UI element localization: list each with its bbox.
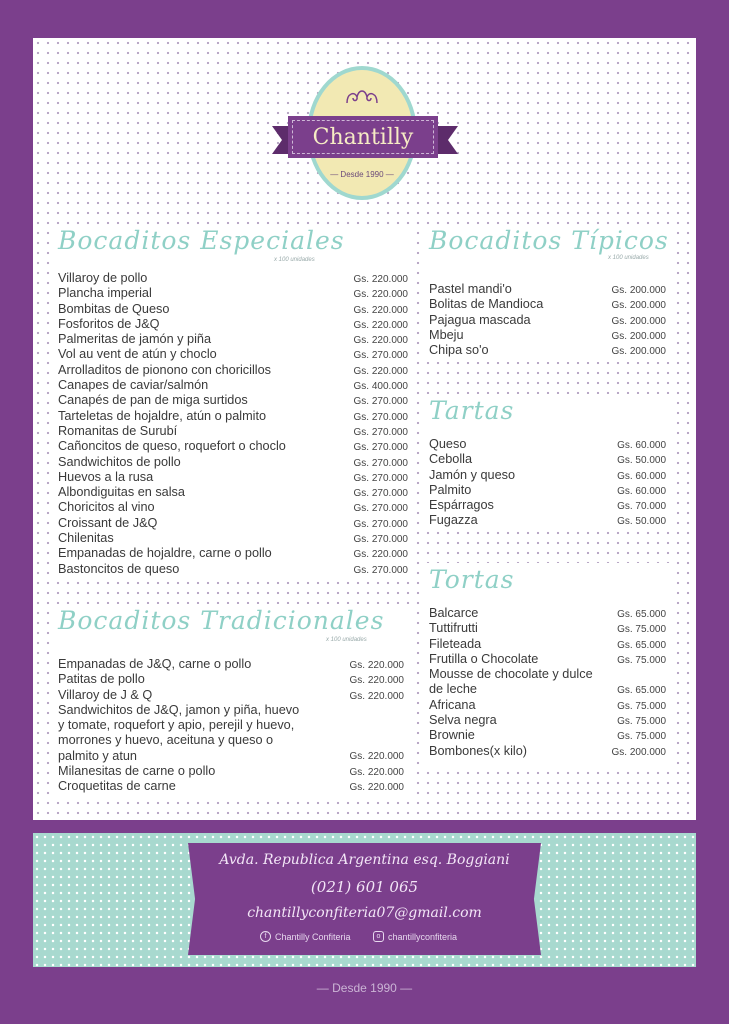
list-tartas — [429, 437, 666, 529]
list-item: Fugazza Gs. 50.000 — [429, 513, 666, 528]
list-item: Chipa so'o Gs. 200.000 — [429, 343, 666, 358]
list-item: Balcarce Gs. 65.000 — [429, 606, 666, 620]
list-item: Pastel mandi'o Gs. 200.000 — [429, 282, 666, 296]
list-item: Sandwichitos de J&Q, jamon y piña, huevo y tomate, roquefort y apio, perejil y huevo, morrones y huevo, aceituna y queso o palmito y atun Gs. 220.000 — [58, 702, 404, 763]
list-item: Palmito Gs. 60.000 — [429, 482, 666, 497]
section-title-tradicionales: Bocaditos Tradicionales — [58, 606, 385, 635]
list-especiales — [58, 271, 408, 577]
facebook-icon: f — [260, 931, 271, 942]
bottom-since: — Desde 1990 — — [316, 981, 413, 995]
logo-banner — [288, 116, 438, 158]
facebook-link[interactable] — [260, 931, 351, 942]
list-item: Villaroy de pollo Gs. 220.000 — [58, 271, 408, 285]
list-item: Bolitas de Mandioca Gs. 200.000 — [429, 297, 666, 312]
list-item: Tarteletas de hojaldre, atún o palmito Gs. 270.000 — [58, 408, 408, 423]
list-tipicos — [429, 282, 666, 358]
list-item: Patitas de pollo Gs. 220.000 — [58, 672, 404, 687]
list-item: Albondiguitas en salsa Gs. 270.000 — [58, 485, 408, 500]
logo-since: — Desde 1990 — — [330, 170, 394, 179]
swirl-ornament-icon — [343, 85, 381, 107]
list-item: Cebolla Gs. 50.000 — [429, 452, 666, 467]
list-item: Romanitas de Surubí Gs. 270.000 — [58, 423, 408, 438]
list-item: Arrolladitos de pionono con choricillos Gs. 220.000 — [58, 362, 408, 377]
instagram-icon: o — [373, 931, 384, 942]
list-tortas — [429, 606, 666, 759]
section-title-tipicos: Bocaditos Típicos — [429, 226, 669, 255]
list-item: Choricitos al vino Gs. 270.000 — [58, 500, 408, 515]
footer-address: Avda. Republica Argentina esq. Boggiani — [219, 852, 510, 868]
list-item: Mousse de chocolate y dulce de leche Gs. 65.000 — [429, 667, 666, 697]
list-item: Bastoncitos de queso Gs. 270.000 — [58, 561, 408, 576]
list-item: Frutilla o Chocolate Gs. 75.000 — [429, 651, 666, 666]
section-title-tortas: Tortas — [429, 565, 515, 594]
list-item: Pajagua mascada Gs. 200.000 — [429, 312, 666, 327]
list-item: Espárragos Gs. 70.000 — [429, 498, 666, 513]
list-item: Palmeritas de jamón y piña Gs. 220.000 — [58, 332, 408, 347]
unit-especiales: x 100 unidades — [274, 257, 315, 263]
unit-tipicos: x 100 unidades — [608, 255, 649, 261]
list-item: Croissant de J&Q Gs. 270.000 — [58, 515, 408, 530]
list-item: Bombones(x kilo) Gs. 200.000 — [429, 743, 666, 758]
list-item: Africana Gs. 75.000 — [429, 697, 666, 712]
list-item: Mbeju Gs. 200.000 — [429, 327, 666, 342]
list-item: Canapés de pan de miga surtidos Gs. 270.000 — [58, 393, 408, 408]
list-item: Vol au vent de atún y choclo Gs. 270.000 — [58, 347, 408, 362]
section-title-tartas: Tartas — [429, 396, 515, 425]
list-tradicionales — [58, 657, 404, 795]
list-item: Villaroy de J & Q Gs. 220.000 — [58, 687, 404, 702]
list-item: Huevos a la rusa Gs. 270.000 — [58, 469, 408, 484]
list-item: Jamón y queso Gs. 60.000 — [429, 467, 666, 482]
instagram-link[interactable] — [373, 931, 457, 942]
list-item: Canapes de caviar/salmón Gs. 400.000 — [58, 378, 408, 393]
list-item: Brownie Gs. 75.000 — [429, 728, 666, 743]
unit-tradicionales: x 100 unidades — [326, 637, 367, 643]
section-title-especiales: Bocaditos Especiales — [58, 226, 345, 255]
list-item: Sandwichitos de pollo Gs. 270.000 — [58, 454, 408, 469]
list-item: Croquetitas de carne Gs. 220.000 — [58, 779, 404, 794]
list-item: Selva negra Gs. 75.000 — [429, 713, 666, 728]
list-item: Plancha imperial Gs. 220.000 — [58, 286, 408, 301]
instagram-label: chantillyconfiteria — [388, 931, 458, 942]
footer-email[interactable]: chantillyconfiteria07@gmail.com — [247, 905, 482, 921]
list-item: Milanesitas de carne o pollo Gs. 220.000 — [58, 764, 404, 779]
list-item: Chilenitas Gs. 270.000 — [58, 531, 408, 546]
list-item: Cañoncitos de queso, roquefort o choclo Gs. 270.000 — [58, 439, 408, 454]
brand-name: Chantilly — [312, 124, 414, 150]
facebook-label: Chantilly Confiteria — [275, 931, 351, 942]
list-item: Empanadas de hojaldre, carne o pollo Gs. 220.000 — [58, 546, 408, 561]
list-item: Empanadas de J&Q, carne o pollo Gs. 220.000 — [58, 657, 404, 671]
list-item: Bombitas de Queso Gs. 220.000 — [58, 301, 408, 316]
list-item: Tuttifrutti Gs. 75.000 — [429, 621, 666, 636]
footer-phone[interactable]: (021) 601 065 — [310, 878, 419, 896]
list-item: Fileteada Gs. 65.000 — [429, 636, 666, 651]
list-item: Queso Gs. 60.000 — [429, 437, 666, 451]
list-item: Fosforitos de J&Q Gs. 220.000 — [58, 316, 408, 331]
